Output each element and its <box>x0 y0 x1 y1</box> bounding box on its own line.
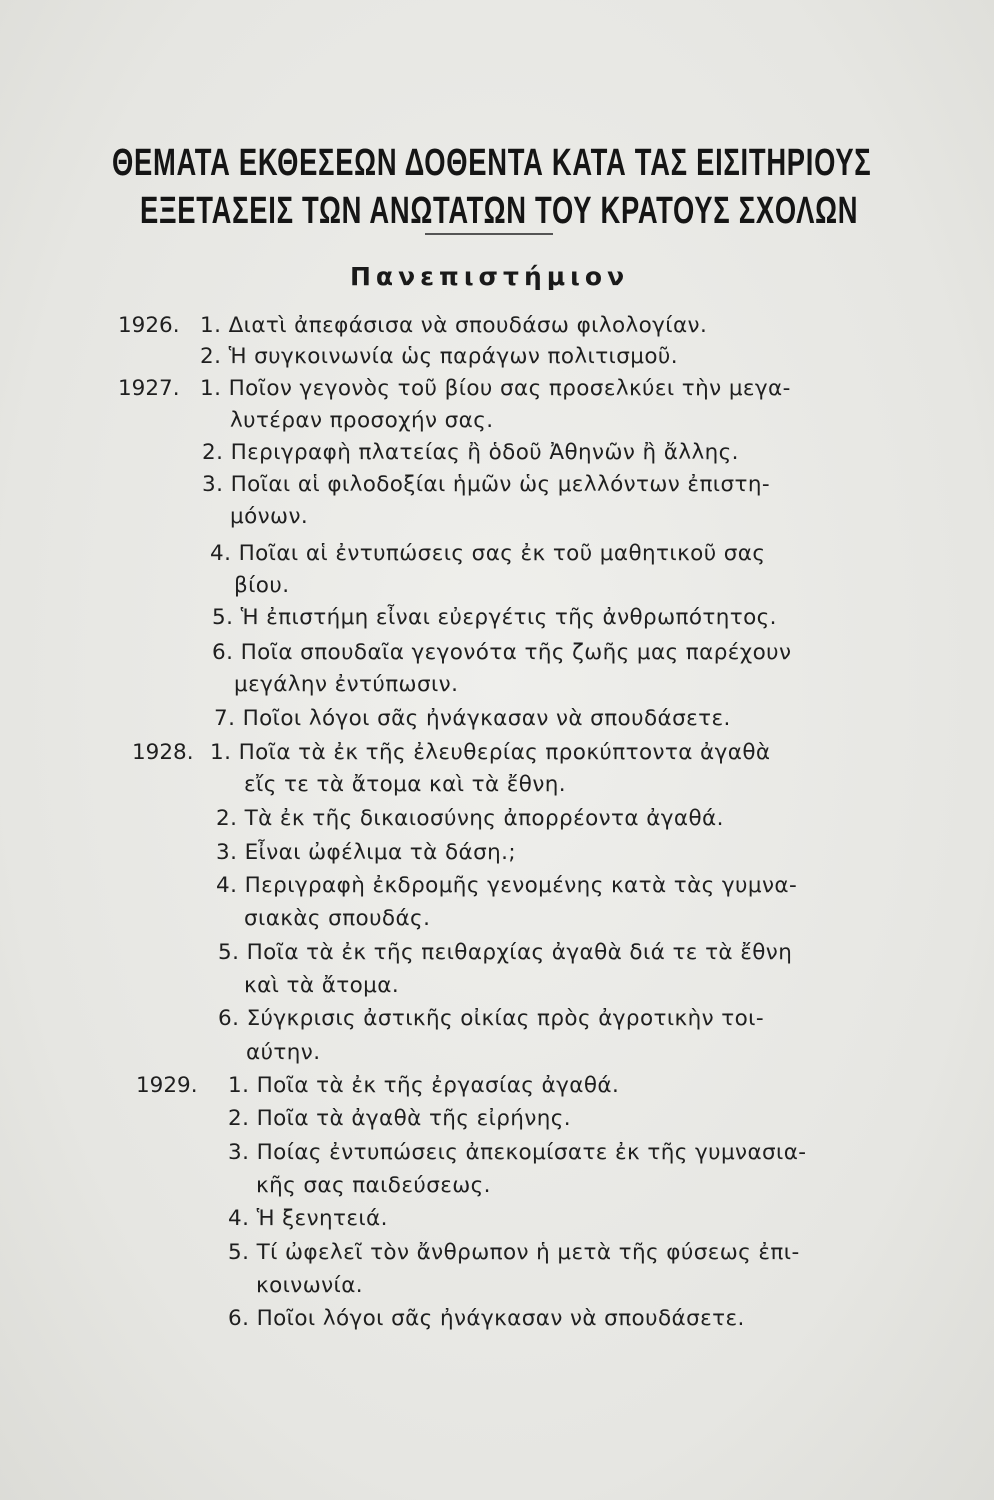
topic-line: 2. Ποῖα τὰ ἀγαθὰ τῆς εἰρήνης. <box>228 1106 572 1131</box>
topic-line-continued: καὶ τὰ ἄτομα. <box>244 973 400 998</box>
heading-line-2: ΕΞΕΤΑΣΕΙΣ ΤΩΝ ΑΝΩΤΑΤΩΝ ΤΟΥ ΚΡΑΤΟΥΣ ΣΧΟΛΩΝ <box>140 190 859 232</box>
topic-line: 1. Ποῖον γεγονὸς τοῦ βίου σας προσελκύει τὴν μεγα- <box>200 376 791 401</box>
topic-line: 3. Ποίας ἐντυπώσεις ἀπεκομίσατε ἐκ τῆς γυμνασια- <box>228 1140 807 1165</box>
topic-line: 3. Ποῖαι αἱ φιλοδοξίαι ἡμῶν ὡς μελλόντων ἐπιστη- <box>202 472 771 497</box>
topic-line: 2. Τὰ ἐκ τῆς δικαιοσύνης ἀπορρέοντα ἀγαθά. <box>216 806 724 831</box>
topic-line: 5. Ποῖα τὰ ἐκ τῆς πειθαρχίας ἀγαθὰ διά τε τὰ ἔθνη <box>218 940 793 965</box>
topic-line-continued: λυτέραν προσοχήν σας. <box>230 408 494 433</box>
year-label: 1927. <box>118 376 180 401</box>
topic-line: 1. Ποῖα τὰ ἐκ τῆς ἐργασίας ἀγαθά. <box>228 1073 620 1098</box>
heading-line-1: ΘΕΜΑΤΑ ΕΚΘΕΣΕΩΝ ΔΟΘΕΝΤΑ ΚΑΤΑ ΤΑΣ ΕΙΣΙΤΗΡΙΟΥΣ <box>112 142 872 184</box>
topic-line: 4. Ποῖαι αἱ ἐντυπώσεις σας ἐκ τοῦ μαθητικοῦ σας <box>210 541 766 566</box>
topic-line-continued: αύτην. <box>246 1040 321 1065</box>
year-label: 1926. <box>118 313 180 338</box>
year-label: 1929. <box>136 1073 198 1098</box>
topic-line-continued: εἴς τε τὰ ἄτομα καὶ τὰ ἔθνη. <box>244 772 567 797</box>
topic-line: 6. Σύγκρισις ἀστικῆς οἰκίας πρὸς ἀγροτικὴν τοι- <box>218 1006 765 1031</box>
topic-line: 1. Ποῖα τὰ ἐκ τῆς ἐλευθερίας προκύπτοντα ἀγαθὰ <box>210 740 771 765</box>
topic-line: 5. Τί ὠφελεῖ τὸν ἄνθρωπον ἡ μετὰ τῆς φύσεως ἐπι- <box>228 1240 800 1265</box>
topic-line: 5. Ἡ ἐπιστήμη εἶναι εὐεργέτις τῆς ἀνθρωπότητος. <box>212 605 777 630</box>
topic-line-continued: μεγάλην ἐντύπωσιν. <box>234 672 459 697</box>
topic-line: 1. Διατὶ ἀπεφάσισα νὰ σπουδάσω φιλολογίαν. <box>200 313 708 338</box>
topic-line: 4. Περιγραφὴ ἐκδρομῆς γενομένης κατὰ τὰς γυμνα- <box>216 873 798 898</box>
topic-line: 3. Εἶναι ὠφέλιμα τὰ δάση.; <box>216 840 517 865</box>
topic-line: 7. Ποῖοι λόγοι σᾶς ἠνάγκασαν νὰ σπουδάσετε. <box>214 706 731 731</box>
topic-line: 6. Ποῖα σπουδαῖα γεγονότα τῆς ζωῆς μας παρέχουν <box>212 640 792 665</box>
year-label: 1928. <box>132 740 194 765</box>
topic-line: 6. Ποῖοι λόγοι σᾶς ἠνάγκασαν νὰ σπουδάσετε. <box>228 1306 745 1331</box>
topic-line-continued: κοινωνία. <box>256 1273 364 1298</box>
heading-divider <box>425 233 553 235</box>
topic-line-continued: σιακὰς σπουδάς. <box>244 906 431 931</box>
topic-line-continued: μόνων. <box>230 504 309 529</box>
topic-line: 4. Ἡ ξενητειά. <box>228 1206 388 1231</box>
topic-line-continued: κῆς σας παιδεύσεως. <box>256 1173 491 1198</box>
topic-line: 2. Ἡ συγκοινωνία ὡς παράγων πολιτισμοῦ. <box>200 344 678 369</box>
section-title: Πανεπιστήμιον <box>350 262 630 291</box>
topic-line: 2. Περιγραφὴ πλατείας ἢ ὁδοῦ Ἀθηνῶν ἢ ἄλλης. <box>202 440 739 465</box>
topic-line-continued: βίου. <box>234 573 290 598</box>
